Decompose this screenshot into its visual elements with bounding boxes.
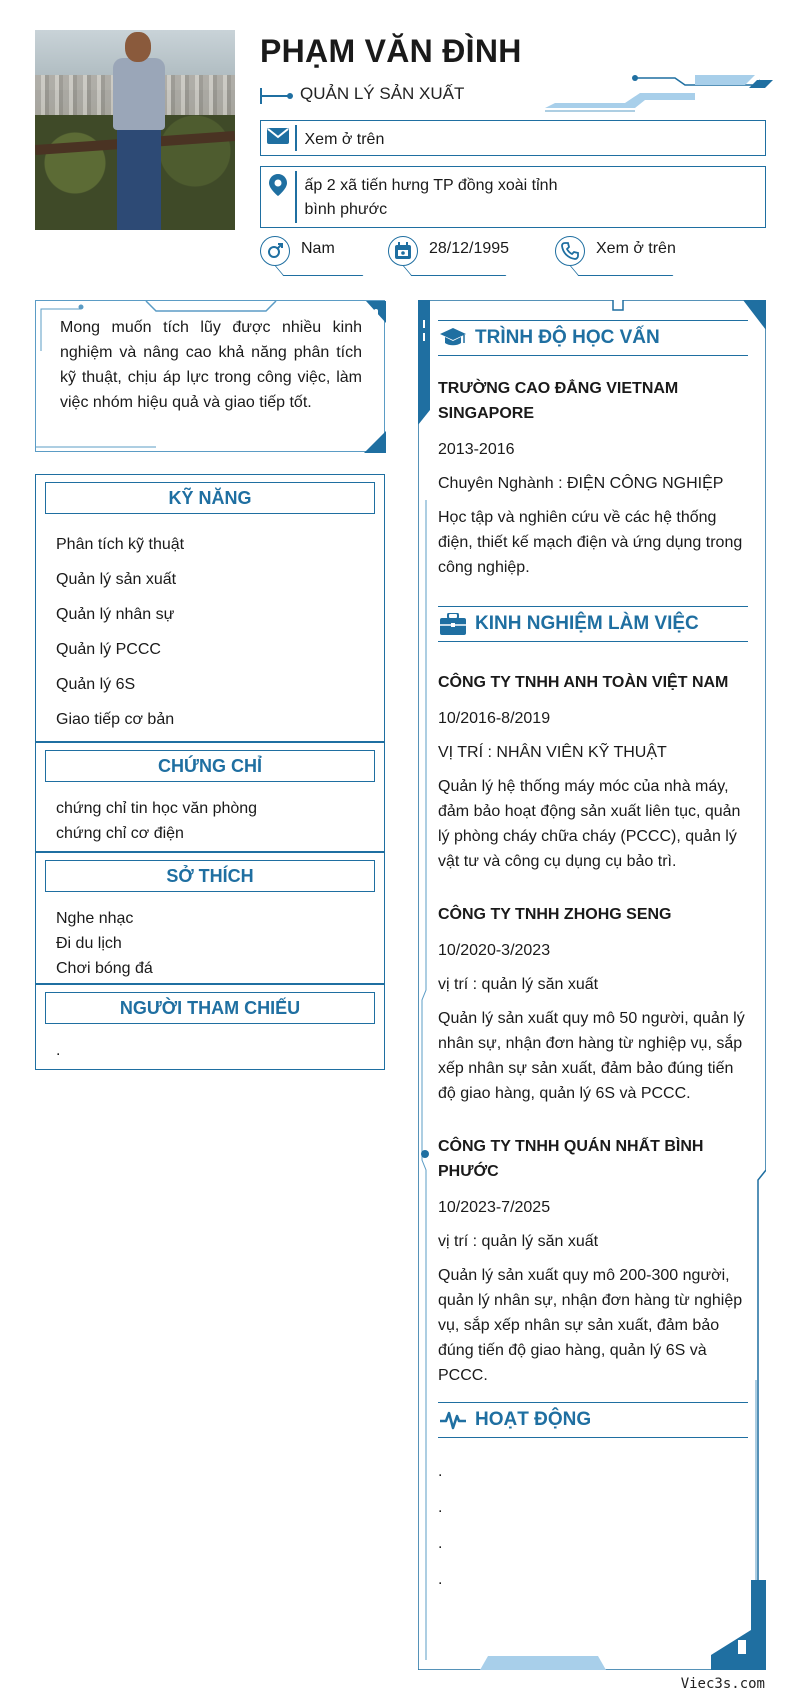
- references-heading: NGƯỜI THAM CHIẾU: [45, 992, 375, 1024]
- education-school: TRƯỜNG CAO ĐẲNG VIETNAM SINGAPORE: [438, 380, 679, 422]
- skill-item: Quản lý PCCC: [56, 641, 161, 658]
- person-name: PHẠM VĂN ĐÌNH: [260, 33, 522, 69]
- pulse-icon: [438, 1410, 468, 1430]
- activities-heading-text: HOẠT ĐỘNG: [475, 1409, 592, 1430]
- reference-item: .: [56, 1042, 61, 1059]
- skills-heading: KỸ NĂNG: [45, 482, 375, 514]
- certificate-item: chứng chỉ tin học văn phòng: [56, 800, 258, 817]
- certificates-heading: CHỨNG CHỈ: [45, 750, 375, 782]
- activity-item: .: [438, 1571, 443, 1588]
- briefcase-icon: [438, 613, 468, 635]
- certificate-item: chứng chỉ cơ điện: [56, 825, 184, 842]
- hobby-item: Đi du lịch: [56, 935, 122, 952]
- education-major: Chuyên Nghành : ĐIỆN CÔNG NGHIỆP: [438, 475, 724, 492]
- gender-value: Nam: [301, 240, 335, 257]
- job-description: Quản lý sản xuất quy mô 200-300 người, quản lý nhân sự, nhận đơn hàng từ nghiệp vụ, sắp xếp nhân sự sản xuất, đảm bảo đúng tiến độ giao hàng, quản lý 6S và PCCC.: [438, 1267, 743, 1384]
- activity-item: .: [438, 1535, 443, 1552]
- map-pin-icon: [261, 167, 295, 196]
- address-value: ấp 2 xã tiến hưng TP đồng xoài tỉnh bình phước: [304, 177, 558, 218]
- objective-text: Mong muốn tích lũy được nhiều kinh nghiệm và nâng cao khả năng phân tích kỹ thuật, chịu áp lực trong công việc, làm việc nhóm hiệu quả và giao tiếp tốt.: [60, 319, 362, 411]
- job-description: Quản lý sản xuất quy mô 50 người, quản lý nhân sự, nhận đơn hàng từ nghiệp vụ, sắp xếp nhân sự sản xuất, đảm bảo đúng tiến độ giao hàng, quản lý 6S và PCCC.: [438, 1010, 745, 1102]
- activities-heading: [438, 1402, 748, 1438]
- right-panel: [418, 300, 766, 1670]
- hobbies-heading: SỞ THÍCH: [45, 860, 375, 892]
- title-decoration: [260, 95, 290, 97]
- phone-icon: [555, 236, 585, 266]
- experience-heading-text: KINH NGHIỆM LÀM VIỆC: [475, 613, 699, 634]
- job-position: VỊ TRÍ : NHÂN VIÊN KỸ THUẬT: [438, 744, 667, 761]
- skill-item: Quản lý sản xuất: [56, 571, 177, 588]
- envelope-icon: [261, 121, 295, 144]
- education-heading: [438, 320, 748, 356]
- activity-item: .: [438, 1463, 443, 1480]
- watermark: Viec3s.com: [680, 1676, 765, 1692]
- skills-section: [35, 474, 385, 742]
- hobby-item: Chơi bóng đá: [56, 960, 153, 977]
- job-title: QUẢN LÝ SẢN XUẤT: [300, 84, 465, 103]
- experience-heading: [438, 606, 748, 642]
- graduation-cap-icon: [438, 328, 468, 348]
- job-description: Quản lý hệ thống máy móc của nhà máy, đảm bảo hoạt động sản xuất liên tục, quản lý phòng cháy chữa cháy (PCCC), quản lý vật tư và công cụ dụng cụ bảo trì.: [438, 778, 741, 870]
- birthday-field: [388, 236, 509, 266]
- hobby-item: Nghe nhạc: [56, 910, 134, 927]
- references-section: [35, 984, 385, 1070]
- job-company: CÔNG TY TNHH ZHOHG SENG: [438, 906, 672, 923]
- skill-item: Quản lý 6S: [56, 676, 136, 693]
- activity-item: .: [438, 1499, 443, 1516]
- hobbies-section: [35, 852, 385, 984]
- job-period: 10/2016-8/2019: [438, 710, 551, 727]
- job-position: vị trí : quản lý săn xuất: [438, 976, 599, 993]
- birthday-value: 28/12/1995: [429, 240, 510, 257]
- phone-field: [555, 236, 676, 266]
- education-period: 2013-2016: [438, 441, 515, 458]
- gender-field: [260, 236, 335, 266]
- skill-item: Phân tích kỹ thuật: [56, 536, 185, 553]
- job-company: CÔNG TY TNHH QUÁN NHẤT BÌNH PHƯỚC: [438, 1138, 704, 1180]
- email-box: [260, 120, 766, 156]
- phone-value: Xem ở trên: [596, 240, 676, 257]
- header-decoration: [545, 75, 775, 115]
- job-period: 10/2020-3/2023: [438, 942, 551, 959]
- job-company: CÔNG TY TNHH ANH TOÀN VIỆT NAM: [438, 674, 729, 691]
- objective-box: [35, 300, 385, 452]
- calendar-icon: [388, 236, 418, 266]
- email-value: Xem ở trên: [304, 131, 385, 148]
- certificates-section: [35, 742, 385, 852]
- profile-photo: [35, 30, 235, 230]
- gender-icon: [260, 236, 290, 266]
- skill-item: Quản lý nhân sự: [56, 606, 175, 623]
- address-box: [260, 166, 766, 228]
- skill-item: Giao tiếp cơ bản: [56, 711, 175, 728]
- education-heading-text: TRÌNH ĐỘ HỌC VẤN: [475, 327, 660, 348]
- education-description: Học tập và nghiên cứu về các hệ thống điện, thiết kế mạch điện và ứng dụng trong công nghiệp.: [438, 509, 743, 576]
- job-position: vị trí : quản lý săn xuất: [438, 1233, 599, 1250]
- job-period: 10/2023-7/2025: [438, 1199, 551, 1216]
